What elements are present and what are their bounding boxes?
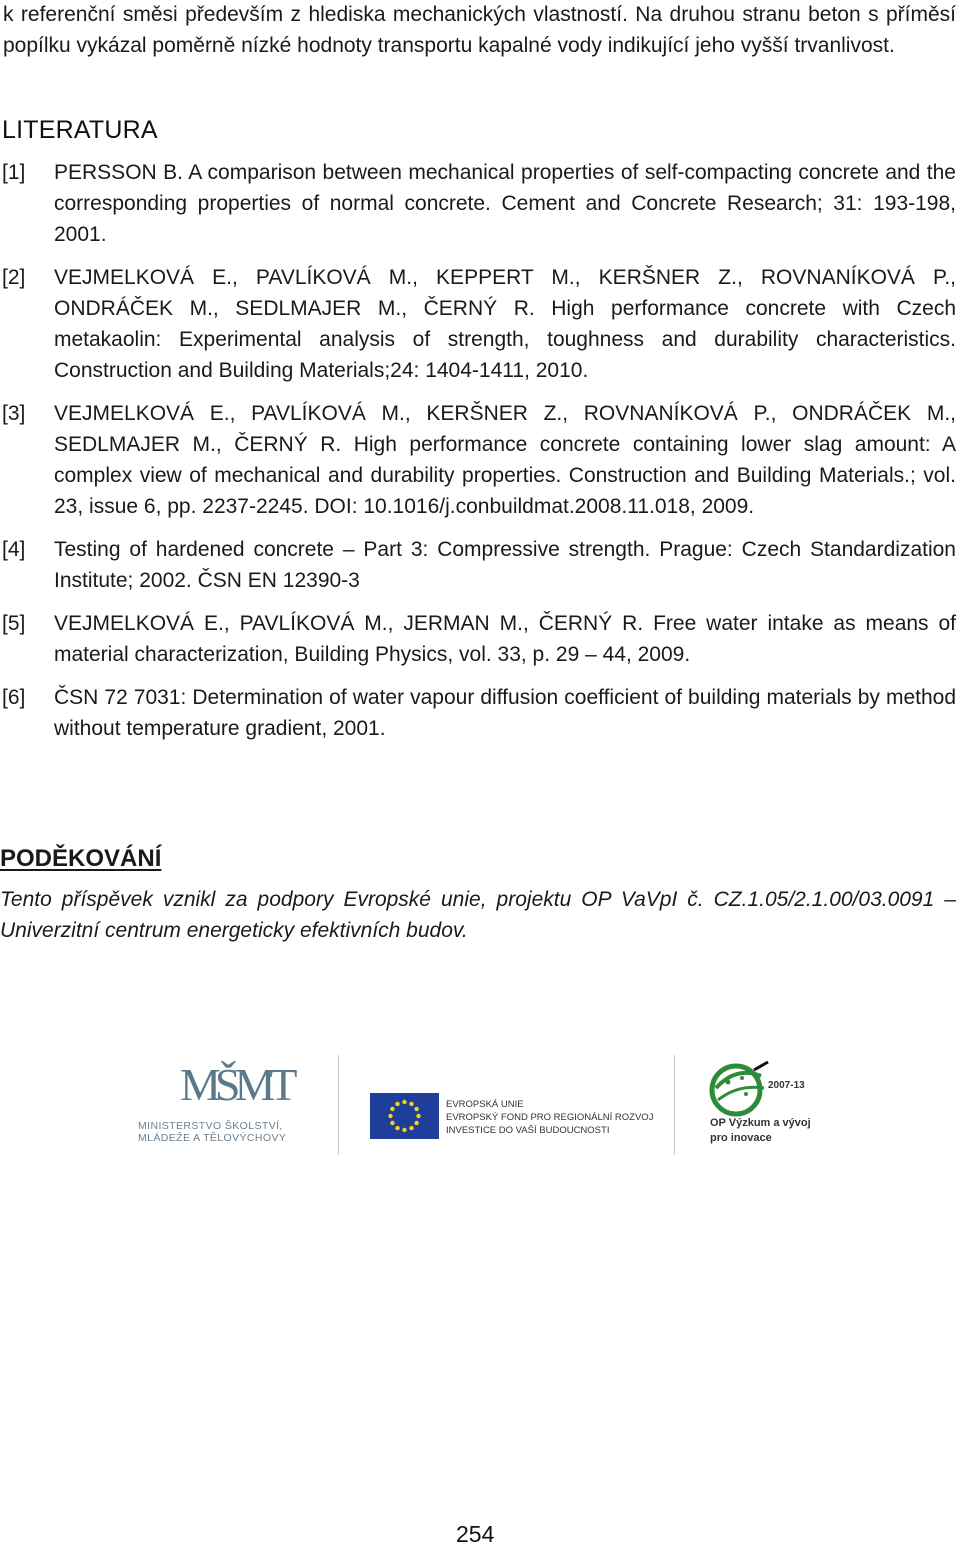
- op-vavpi-logo: [706, 1058, 826, 1158]
- eu-stars-icon: [370, 1093, 439, 1139]
- reference-text: VEJMELKOVÁ E., PAVLÍKOVÁ M., JERMAN M., ČERNÝ R. Free water intake as means of material characterization, Building Physics, vol. 33, p. 29 – 44, 2009.: [54, 612, 956, 666]
- msmt-logo-line: MLÁDEŽE A TĚLOVÝCHOVY: [138, 1132, 287, 1144]
- op-logo-line: pro inovace: [710, 1132, 772, 1144]
- reference-number: [6]: [2, 686, 26, 709]
- op-globe-icon: [706, 1058, 816, 1118]
- reference-item: [0, 534, 956, 596]
- msmt-mark: MŠMT: [180, 1059, 292, 1110]
- op-logo-text: [710, 1116, 811, 1146]
- reference-item: [0, 157, 956, 250]
- reference-text: VEJMELKOVÁ E., PAVLÍKOVÁ M., KERŠNER Z., ROVNANÍKOVÁ P., ONDRÁČEK M., SEDLMAJER M., ČERNÝ R. High performance concrete containing lower slag amount: A complex view of mechanical and durability properties. Construction and Building Materials.; vol. 23, issue 6, pp. 2237-2245. DOI: 10.1016/j.conbuildmat.2008.11.018, 2009.: [54, 402, 956, 518]
- op-years-label: 2007-13: [768, 1080, 805, 1091]
- msmt-logo-text: [138, 1120, 286, 1144]
- reference-text: Testing of hardened concrete – Part 3: Compressive strength. Prague: Czech Standardization Institute; 2002. ČSN EN 12390-3: [54, 538, 956, 592]
- eu-logo-text: [446, 1098, 653, 1137]
- reference-number: [1]: [2, 161, 26, 184]
- funding-logos: [0, 1050, 960, 1160]
- msmt-logo: [138, 1060, 308, 1150]
- reference-number: [2]: [2, 266, 26, 289]
- literature-heading: LITERATURA: [2, 116, 158, 144]
- msmt-logo-line: MINISTERSTVO ŠKOLSTVÍ,: [138, 1120, 283, 1132]
- intro-paragraph: k referenční směsi především z hlediska mechanických vlastností. Na druhou stranu beton s příměsí popílku vykázal poměrně nízké hodnoty transportu kapalné vody indikující jeho vyšší trvanlivost.: [3, 3, 956, 57]
- reference-list: [0, 157, 960, 756]
- eu-logo-line: EVROPSKÁ UNIE: [446, 1099, 524, 1110]
- reference-text: PERSSON B. A comparison between mechanical properties of self-compacting concrete and the corresponding properties of normal concrete. Cement and Concrete Research; 31: 193-198, 2001.: [54, 161, 956, 246]
- reference-item: [0, 608, 956, 670]
- reference-item: [0, 398, 956, 522]
- reference-item: [0, 682, 956, 744]
- acknowledgement-heading: PODĚKOVÁNÍ: [0, 845, 162, 872]
- reference-number: [3]: [2, 402, 26, 425]
- eu-flag-icon: [370, 1093, 439, 1139]
- op-logo-line: OP Výzkum a vývoj: [710, 1117, 811, 1129]
- reference-number: [5]: [2, 612, 26, 635]
- logo-divider: [338, 1055, 339, 1155]
- acknowledgement-text: Tento příspěvek vznikl za podpory Evropské unie, projektu OP VaVpI č. CZ.1.05/2.1.00/03.0091 – Univerzitní centrum energeticky efektivních budov.: [0, 888, 956, 942]
- eu-logo-line: INVESTICE DO VAŠÍ BUDOUCNOSTI: [446, 1125, 610, 1136]
- reference-text: VEJMELKOVÁ E., PAVLÍKOVÁ M., KEPPERT M., KERŠNER Z., ROVNANÍKOVÁ P., ONDRÁČEK M., SEDLMAJER M., ČERNÝ R. High performance concrete with Czech metakaolin: Experimental analysis of strength, toughness and durability characteristics. Construction and Building Materials;24: 1404-1411, 2010.: [54, 266, 956, 382]
- logo-divider: [674, 1055, 675, 1155]
- reference-item: [0, 262, 956, 386]
- eu-logo: [370, 1093, 670, 1143]
- eu-logo-line: EVROPSKÝ FOND PRO REGIONÁLNÍ ROZVOJ: [446, 1112, 654, 1123]
- reference-text: ČSN 72 7031: Determination of water vapour diffusion coefficient of building materials by method without temperature gradient, 2001.: [54, 686, 956, 740]
- reference-number: [4]: [2, 538, 26, 561]
- page-number: 254: [456, 1521, 495, 1547]
